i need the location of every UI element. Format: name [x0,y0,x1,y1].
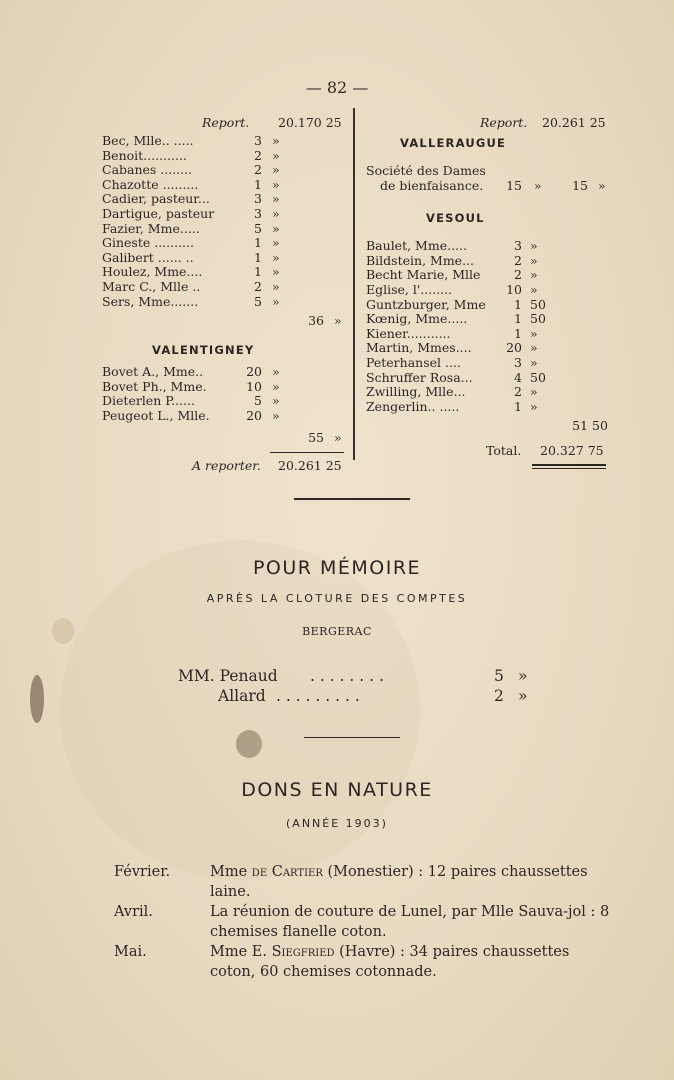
entry-amount: 1 [254,235,262,251]
entry-unit: » [530,267,538,283]
entry-unit: » [272,162,280,178]
entry-unit: » [272,407,280,423]
memoire-dots: . . . . . . . . [310,667,384,685]
entry-line [366,179,610,194]
entry-line [102,207,348,222]
entry-line [102,280,348,295]
column-divider [353,108,355,460]
entry-amount: 1 [514,311,522,327]
entry-name: Galibert ...... .. [102,249,194,265]
subtotal-line [102,430,348,448]
entry-unit: 50 [530,369,546,385]
don-item [114,902,614,944]
right-column [366,116,610,469]
entry-unit: » [530,398,538,414]
memoire-subtitle: APRÈS LA CLOTURE DES COMPTES [206,592,468,605]
entry-name: Marc C., Mlle .. [102,278,201,294]
report-amount: 20.261 25 [542,115,606,130]
section-total-amount: 15 [572,177,588,193]
entry-name: Becht Marie, Mlle [366,267,481,283]
memoire-unit: » [518,667,528,685]
rule [270,452,344,453]
entry-line [366,283,610,298]
don-month: Mai. [114,944,147,960]
section-title-valentigney: VALENTIGNEY [152,343,255,358]
memoire-line [178,667,278,685]
entry-name: Martin, Mmes.... [366,340,472,356]
entry-line [102,295,348,310]
memoire-title: POUR MÉMOIRE [252,557,422,579]
entry-name: Kœnig, Mme..... [366,311,468,327]
entry-name: Cadier, pasteur... [102,191,210,207]
entry-amount: 4 [514,369,522,385]
stain-mark [30,675,44,723]
entry-name: Guntzburger, Mme [366,296,486,312]
entry-amount: 20 [506,340,522,356]
entry-unit: » [530,325,538,341]
entry-name: Sers, Mme....... [102,293,199,309]
entry-line [102,394,348,409]
entry-unit: » [530,252,538,268]
memoire-amount: 2 [494,687,504,705]
entry-amount: 1 [514,296,522,312]
entry-line [102,134,348,149]
don-name: E. Siegfried [251,944,335,960]
don-prefix: Mme [210,944,248,960]
total-amount: 20.327 75 [540,443,604,459]
don-month: Février. [114,864,171,880]
entry-amount: 1 [514,398,522,414]
entry-name: Peterhansel .... [366,354,461,370]
dons-year: (ANNÉE 1903) [286,817,388,830]
entry-line [366,239,610,254]
report-line [366,116,610,134]
entry-amount: 3 [254,191,262,207]
entry-line [366,254,610,269]
entry-name: Schruffer Rosa... [366,369,473,385]
entry-amount: 3 [254,133,262,148]
entry-unit: » [272,147,280,163]
entry-unit: » [272,235,280,251]
report-label: Report. [480,115,528,130]
entry-unit: » [272,264,280,280]
entry-amount: 3 [254,205,262,221]
entry-name: Bec, Mlle.. ..... [102,133,194,148]
entry-unit: » [272,176,280,192]
entry-amount: 3 [514,354,522,370]
subtotal-line [366,418,610,436]
entry-amount: 1 [254,249,262,265]
entry-name: de bienfaisance. [380,177,484,193]
report-amount: 20.170 25 [278,115,342,130]
entry-name: Eglise, l'........ [366,281,453,297]
separator-rule [294,498,410,500]
entry-name: Cabanes ........ [102,162,193,178]
entry-name: Zwilling, Mlle... [366,384,466,400]
section-title-valleraugue: VALLERAUGUE [400,136,507,150]
memoire-label: MM. Penaud [178,667,278,685]
entry-amount: 2 [254,162,262,178]
entry-amount: 1 [254,264,262,280]
carry-line [102,459,348,479]
memoire-amount: 5 [494,667,504,685]
subtotal-unit: 50 [592,418,608,434]
entry-line [102,222,348,237]
vesoul-entries [366,239,610,414]
left-column [102,116,348,479]
entry-unit: » [272,364,280,380]
entry-amount: 2 [254,147,262,163]
entry-name: Dieterlen P...... [102,393,195,409]
don-item [114,942,614,984]
entry-line [366,356,610,371]
entry-name: Gineste .......... [102,235,194,251]
entry-amount: 15 [506,177,522,193]
valentigney-entries [102,365,348,423]
entry-amount: 10 [246,378,262,394]
entry-name: Dartigue, pasteur [102,205,215,221]
entry-line [366,298,610,313]
subtotal-amount: 36 [308,313,324,329]
entry-name: Kiener........... [366,325,451,341]
entry-amount: 2 [514,267,522,283]
entry-unit: » [530,384,538,400]
entry-amount: 2 [514,252,522,268]
entry-line [102,178,348,193]
entry-name: Zengerlin.. ..... [366,398,460,414]
subtotal-line [102,313,348,331]
entry-unit: » [272,393,280,409]
memoire-place: BERGERAC [302,625,372,638]
entry-unit: » [530,354,538,370]
entry-line [366,268,610,283]
entry-unit: » [272,293,280,309]
memoire-dots: . . . . . . . . . [276,687,360,705]
total-line [366,444,610,462]
report-label: Report. [202,115,250,130]
carry-amount: 20.261 25 [278,457,342,473]
entry-name: Fazier, Mme..... [102,220,200,236]
subtotal-amount: 55 [308,429,324,445]
subtotal-unit: » [334,429,342,445]
subtotal-amount: 51 [572,418,588,434]
entry-line [366,164,610,179]
total-label: Total. [486,443,522,459]
entry-line [366,400,610,415]
section-total-unit: » [598,177,606,193]
entry-name: Benoit........... [102,147,187,163]
report-line [102,116,348,134]
entry-line [102,251,348,266]
entry-unit: » [272,249,280,265]
entry-line [102,163,348,178]
entry-unit: » [530,340,538,356]
entry-amount: 10 [506,281,522,297]
entry-line [366,327,610,342]
carry-label: A reporter. [192,457,261,473]
entry-line [102,265,348,280]
don-rest: (Havre) : 34 paires chaussettes coton, 60 chemises cotonnade. [210,944,570,980]
don-month: Avril. [114,904,153,920]
entry-unit: » [272,205,280,221]
don-name: de Cartier [251,864,323,880]
entry-amount: 3 [514,238,522,254]
entry-unit: » [530,281,538,297]
memoire-unit: » [518,687,528,705]
section-title-vesoul: VESOUL [426,211,485,226]
entry-amount: 5 [254,293,262,309]
entry-unit: » [272,133,280,148]
entry-name: Houlez, Mme.... [102,264,203,280]
entry-amount: 20 [246,364,262,380]
entry-unit: 50 [530,311,546,327]
entry-amount: 5 [254,393,262,409]
entry-unit: » [534,177,542,193]
entry-line [102,380,348,395]
entry-unit: » [272,191,280,207]
entry-amount: 20 [246,407,262,423]
entry-name: Baulet, Mme..... [366,238,467,254]
entry-line [366,385,610,400]
entry-line [366,312,610,327]
entry-unit: » [272,220,280,236]
entry-amount: 2 [254,278,262,294]
don-text [210,862,610,902]
entry-line [102,149,348,164]
entry-unit: » [272,278,280,294]
don-item [114,862,614,904]
entry-amount: 1 [254,176,262,192]
entry-name: Chazotte ......... [102,176,199,192]
entry-amount: 5 [254,220,262,236]
separator-rule [304,737,400,738]
don-text: La réunion de couture de Lunel, par Mlle Sauva-jol : 8 chemises flanelle coton. [210,904,610,940]
entry-line [102,365,348,380]
entry-amount: 1 [514,325,522,341]
rule [532,464,606,466]
entry-name: Bildstein, Mme... [366,252,474,268]
entry-name: Peugeot L., Mlle. [102,407,210,423]
left-entries [102,134,348,309]
entry-name: Bovet Ph., Mme. [102,378,207,394]
entry-unit: 50 [530,296,546,312]
dons-title: DONS EN NATURE [241,779,433,801]
entry-line [102,192,348,207]
entry-name: Bovet A., Mme.. [102,364,204,380]
entry-line [366,341,610,356]
entry-line [102,236,348,251]
page-number: — 82 — [305,78,369,97]
don-prefix: Mme [210,864,248,880]
don-text [210,942,610,982]
entry-unit: » [272,378,280,394]
entry-amount: 2 [514,384,522,400]
memoire-label: Allard [218,687,266,705]
entry-unit: » [530,238,538,254]
entry-line [102,409,348,424]
entry-line [366,371,610,386]
rule [532,468,606,470]
memoire-line [218,687,266,705]
entry-name: Société des Dames [366,163,486,178]
don-rest: (Monestier) : 12 paires chaussettes laine. [210,864,588,900]
subtotal-unit: » [334,313,342,329]
